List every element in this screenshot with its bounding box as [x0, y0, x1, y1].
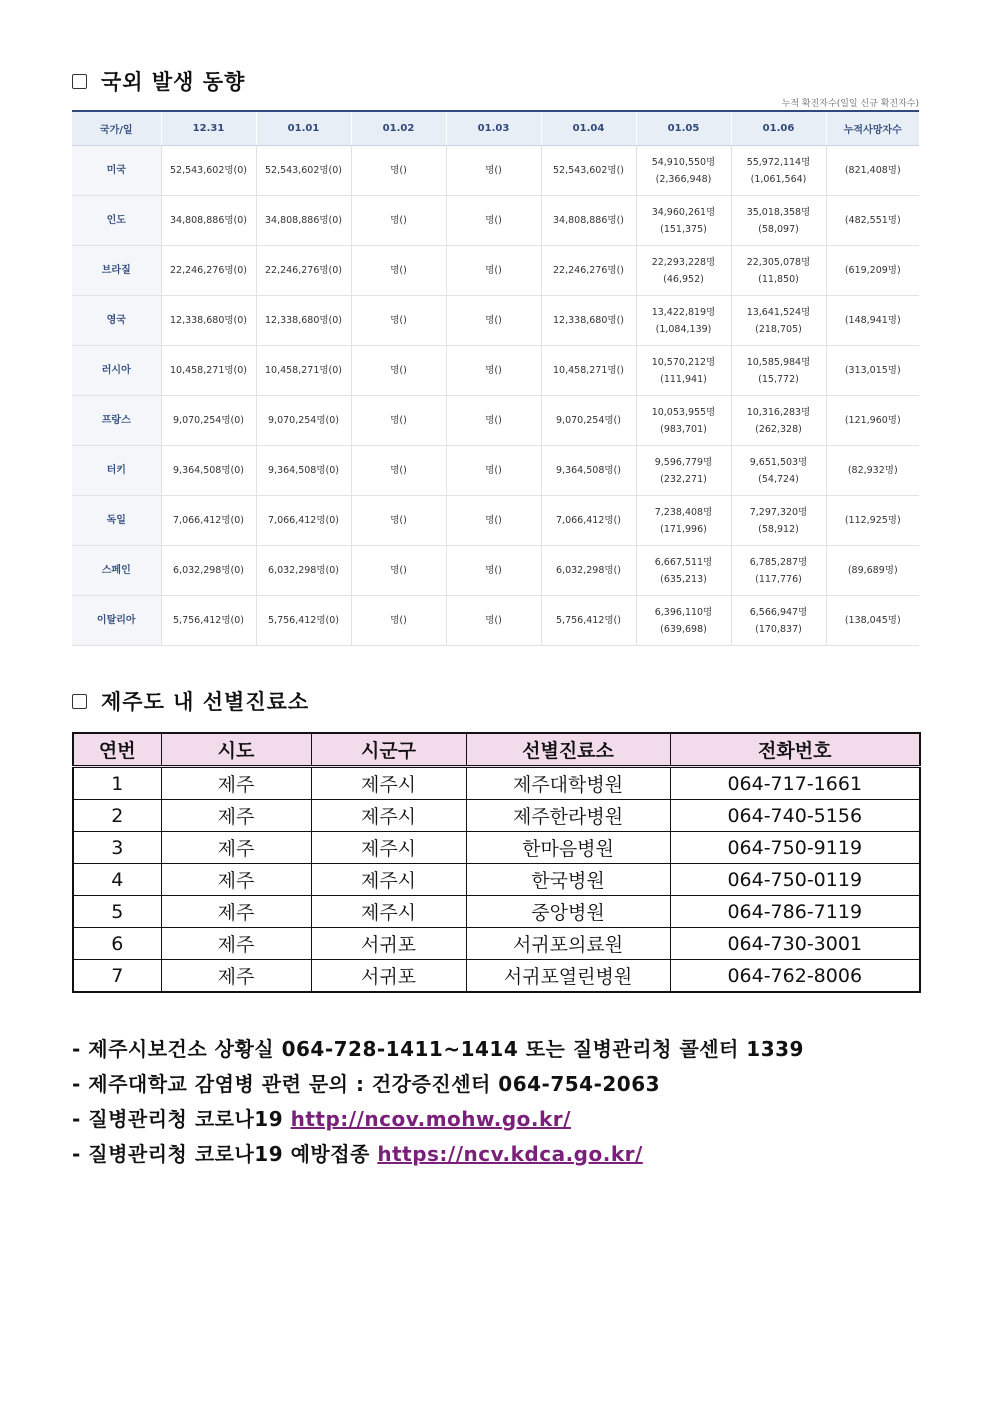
cumulative-count: 22,305,078명 [746, 256, 811, 268]
clinic-row [73, 896, 920, 928]
count-cell: 6,032,298명(0) [256, 546, 351, 596]
phone-cell: 064-740-5156 [670, 800, 920, 832]
overseas-header-row [72, 111, 919, 146]
daily-count: (58,097) [758, 223, 799, 235]
overseas-header-cell: 누적사망자수 [826, 111, 919, 146]
cumulative-count: 10,053,955명 [651, 406, 716, 418]
daily-count: (635,213) [660, 573, 707, 585]
count-cell: 10,458,271명() [541, 346, 636, 396]
cumulative-count: 13,641,524명 [746, 306, 811, 318]
count-cell: 9,364,508명(0) [256, 446, 351, 496]
cumulative-count: 34,960,261명 [651, 206, 716, 218]
clinic-cell: 서귀포의료원 [466, 928, 670, 960]
count-cell [731, 496, 826, 546]
overseas-header-cell: 01.02 [351, 111, 446, 146]
country-cell: 이탈리아 [72, 596, 161, 646]
clinic-row [73, 800, 920, 832]
country-cell: 미국 [72, 146, 161, 196]
overseas-row [72, 346, 919, 396]
province-cell: 제주 [161, 767, 311, 800]
checkbox-icon [72, 74, 87, 89]
note-line-health-center: - 제주시보건소 상황실 064-728-1411~1414 또는 질병관리청 콜센터 1339 [72, 1037, 804, 1061]
count-cell: 7,066,412명() [541, 496, 636, 546]
deaths-cell: (138,045명) [826, 596, 919, 646]
count-cell [636, 446, 731, 496]
count-cell: 명() [351, 596, 446, 646]
clinics-title-text: 제주도 내 선별진료소 [101, 690, 310, 714]
note-ncov-label: - 질병관리청 코로나19 [72, 1107, 291, 1131]
count-cell: 5,756,412명(0) [256, 596, 351, 646]
count-cell: 9,070,254명() [541, 396, 636, 446]
cumulative-count: 13,422,819명 [651, 306, 716, 318]
count-cell [731, 246, 826, 296]
clinics-header-cell: 시군구 [311, 733, 466, 767]
count-cell: 명() [446, 446, 541, 496]
count-cell: 명() [446, 496, 541, 546]
daily-count: (2,366,948) [655, 173, 712, 185]
country-cell: 인도 [72, 196, 161, 246]
count-cell [731, 296, 826, 346]
daily-count: (171,996) [660, 523, 707, 535]
country-cell: 영국 [72, 296, 161, 346]
deaths-cell: (121,960명) [826, 396, 919, 446]
clinics-header-cell: 선별진료소 [466, 733, 670, 767]
count-cell [636, 596, 731, 646]
cumulative-count: 22,293,228명 [651, 256, 716, 268]
clinic-cell: 한국병원 [466, 864, 670, 896]
count-cell: 12,338,680명(0) [161, 296, 256, 346]
city-cell: 서귀포 [311, 928, 466, 960]
deaths-cell: (148,941명) [826, 296, 919, 346]
overseas-row [72, 546, 919, 596]
count-cell [636, 296, 731, 346]
country-cell: 독일 [72, 496, 161, 546]
cumulative-count: 9,596,779명 [654, 456, 713, 468]
overseas-row [72, 196, 919, 246]
clinic-cell: 중앙병원 [466, 896, 670, 928]
count-cell: 12,338,680명() [541, 296, 636, 346]
note-vaccination-label: - 질병관리청 코로나19 예방접종 [72, 1142, 378, 1166]
cumulative-count: 10,585,984명 [746, 356, 811, 368]
daily-count: (117,776) [755, 573, 802, 585]
count-cell: 명() [351, 496, 446, 546]
overseas-section-title [72, 66, 245, 96]
count-cell: 22,246,276명() [541, 246, 636, 296]
note-line-vaccination [72, 1137, 804, 1172]
count-cell [636, 346, 731, 396]
daily-count: (111,941) [660, 373, 707, 385]
clinic-cell: 한마음병원 [466, 832, 670, 864]
province-cell: 제주 [161, 864, 311, 896]
count-cell [636, 396, 731, 446]
count-cell: 10,458,271명(0) [256, 346, 351, 396]
count-cell: 명() [351, 246, 446, 296]
cumulative-count: 6,785,287명 [749, 556, 808, 568]
overseas-row [72, 246, 919, 296]
count-cell: 22,246,276명(0) [161, 246, 256, 296]
count-cell: 34,808,886명(0) [161, 196, 256, 246]
cumulative-count: 6,667,511명 [654, 556, 713, 568]
overseas-caption: 누적 확진자수(일일 신규 확진자수) [781, 99, 919, 109]
count-cell [636, 146, 731, 196]
overseas-row [72, 396, 919, 446]
phone-cell: 064-750-0119 [670, 864, 920, 896]
count-cell: 명() [446, 146, 541, 196]
phone-cell: 064-762-8006 [670, 960, 920, 993]
count-cell: 9,070,254명(0) [161, 396, 256, 446]
count-cell: 6,032,298명() [541, 546, 636, 596]
cumulative-count: 55,972,114명 [746, 156, 811, 168]
city-cell: 제주시 [311, 864, 466, 896]
clinic-row [73, 928, 920, 960]
daily-count: (11,850) [758, 273, 799, 285]
cumulative-count: 10,570,212명 [651, 356, 716, 368]
count-cell: 22,246,276명(0) [256, 246, 351, 296]
count-cell [731, 396, 826, 446]
contact-notes [72, 1032, 804, 1172]
deaths-cell: (482,551명) [826, 196, 919, 246]
daily-count: (639,698) [660, 623, 707, 635]
clinic-row [73, 767, 920, 800]
count-cell: 명() [351, 146, 446, 196]
overseas-table [72, 110, 919, 646]
count-cell: 9,364,508명(0) [161, 446, 256, 496]
country-cell: 프랑스 [72, 396, 161, 446]
count-cell: 명() [351, 396, 446, 446]
overseas-header-cell: 01.04 [541, 111, 636, 146]
count-cell: 명() [351, 346, 446, 396]
deaths-cell: (89,689명) [826, 546, 919, 596]
overseas-row [72, 296, 919, 346]
count-cell: 7,066,412명(0) [256, 496, 351, 546]
city-cell: 제주시 [311, 767, 466, 800]
number-cell: 7 [73, 960, 161, 993]
count-cell: 52,543,602명(0) [161, 146, 256, 196]
overseas-header-cell: 01.01 [256, 111, 351, 146]
overseas-header-cell: 01.03 [446, 111, 541, 146]
count-cell: 10,458,271명(0) [161, 346, 256, 396]
note-line-university: - 제주대학교 감염병 관련 문의 : 건강증진센터 064-754-2063 [72, 1072, 661, 1096]
phone-cell: 064-717-1661 [670, 767, 920, 800]
number-cell: 3 [73, 832, 161, 864]
deaths-cell: (619,209명) [826, 246, 919, 296]
count-cell [731, 446, 826, 496]
clinic-cell: 서귀포열린병원 [466, 960, 670, 993]
count-cell: 명() [351, 196, 446, 246]
count-cell: 명() [446, 546, 541, 596]
overseas-title-text: 국외 발생 동향 [101, 70, 246, 94]
count-cell: 6,032,298명(0) [161, 546, 256, 596]
phone-cell: 064-750-9119 [670, 832, 920, 864]
daily-count: (1,061,564) [750, 173, 807, 185]
clinics-header-cell: 시도 [161, 733, 311, 767]
count-cell: 명() [351, 446, 446, 496]
count-cell: 52,543,602명(0) [256, 146, 351, 196]
number-cell: 1 [73, 767, 161, 800]
count-cell [731, 196, 826, 246]
clinics-section-title [72, 686, 309, 716]
overseas-row [72, 446, 919, 496]
clinic-row [73, 864, 920, 896]
overseas-header-cell: 12.31 [161, 111, 256, 146]
count-cell: 명() [446, 196, 541, 246]
city-cell: 제주시 [311, 832, 466, 864]
cumulative-count: 7,297,320명 [749, 506, 808, 518]
clinic-row [73, 832, 920, 864]
daily-count: (1,084,139) [655, 323, 712, 335]
count-cell [731, 546, 826, 596]
province-cell: 제주 [161, 800, 311, 832]
cumulative-count: 54,910,550명 [651, 156, 716, 168]
province-cell: 제주 [161, 928, 311, 960]
number-cell: 5 [73, 896, 161, 928]
cumulative-count: 35,018,358명 [746, 206, 811, 218]
phone-cell: 064-730-3001 [670, 928, 920, 960]
province-cell: 제주 [161, 896, 311, 928]
country-cell: 러시아 [72, 346, 161, 396]
ncov-link[interactable]: http://ncov.mohw.go.kr/ [290, 1107, 571, 1131]
daily-count: (170,837) [755, 623, 802, 635]
phone-cell: 064-786-7119 [670, 896, 920, 928]
count-cell: 명() [446, 596, 541, 646]
overseas-header-cell: 01.05 [636, 111, 731, 146]
province-cell: 제주 [161, 960, 311, 993]
cumulative-count: 10,316,283명 [746, 406, 811, 418]
daily-count: (983,701) [660, 423, 707, 435]
overseas-row [72, 146, 919, 196]
checkbox-icon [72, 694, 87, 709]
daily-count: (232,271) [660, 473, 707, 485]
count-cell: 명() [446, 246, 541, 296]
number-cell: 2 [73, 800, 161, 832]
country-cell: 브라질 [72, 246, 161, 296]
clinic-cell: 제주한라병원 [466, 800, 670, 832]
count-cell: 명() [446, 346, 541, 396]
cumulative-count: 7,238,408명 [654, 506, 713, 518]
cumulative-count: 9,651,503명 [749, 456, 808, 468]
clinics-header-row [73, 733, 920, 767]
overseas-header-cell: 01.06 [731, 111, 826, 146]
count-cell: 34,808,886명(0) [256, 196, 351, 246]
daily-count: (46,952) [663, 273, 704, 285]
clinics-table [72, 732, 921, 993]
count-cell [636, 496, 731, 546]
count-cell: 7,066,412명(0) [161, 496, 256, 546]
city-cell: 제주시 [311, 896, 466, 928]
count-cell: 52,543,602명() [541, 146, 636, 196]
clinics-header-cell: 연번 [73, 733, 161, 767]
note-line-ncov [72, 1102, 804, 1137]
deaths-cell: (821,408명) [826, 146, 919, 196]
count-cell: 9,070,254명(0) [256, 396, 351, 446]
daily-count: (262,328) [755, 423, 802, 435]
count-cell [636, 196, 731, 246]
count-cell [636, 546, 731, 596]
daily-count: (54,724) [758, 473, 799, 485]
daily-count: (15,772) [758, 373, 799, 385]
overseas-row [72, 496, 919, 546]
province-cell: 제주 [161, 832, 311, 864]
overseas-row [72, 596, 919, 646]
deaths-cell: (82,932명) [826, 446, 919, 496]
count-cell: 5,756,412명(0) [161, 596, 256, 646]
cumulative-count: 6,396,110명 [654, 606, 713, 618]
clinic-row [73, 960, 920, 993]
count-cell [731, 596, 826, 646]
count-cell: 명() [446, 296, 541, 346]
count-cell [636, 246, 731, 296]
daily-count: (151,375) [660, 223, 707, 235]
cumulative-count: 6,566,947명 [749, 606, 808, 618]
count-cell: 명() [351, 546, 446, 596]
count-cell [731, 346, 826, 396]
country-cell: 스페인 [72, 546, 161, 596]
country-cell: 터키 [72, 446, 161, 496]
daily-count: (218,705) [755, 323, 802, 335]
overseas-header-cell: 국가/일 [72, 111, 161, 146]
count-cell: 5,756,412명() [541, 596, 636, 646]
deaths-cell: (313,015명) [826, 346, 919, 396]
count-cell: 명() [446, 396, 541, 446]
city-cell: 제주시 [311, 800, 466, 832]
count-cell [731, 146, 826, 196]
city-cell: 서귀포 [311, 960, 466, 993]
count-cell: 9,364,508명() [541, 446, 636, 496]
count-cell: 명() [351, 296, 446, 346]
clinics-header-cell: 전화번호 [670, 733, 920, 767]
count-cell: 12,338,680명(0) [256, 296, 351, 346]
number-cell: 6 [73, 928, 161, 960]
number-cell: 4 [73, 864, 161, 896]
daily-count: (58,912) [758, 523, 799, 535]
clinic-cell: 제주대학병원 [466, 767, 670, 800]
deaths-cell: (112,925명) [826, 496, 919, 546]
vaccination-link[interactable]: https://ncv.kdca.go.kr/ [377, 1142, 643, 1166]
count-cell: 34,808,886명() [541, 196, 636, 246]
